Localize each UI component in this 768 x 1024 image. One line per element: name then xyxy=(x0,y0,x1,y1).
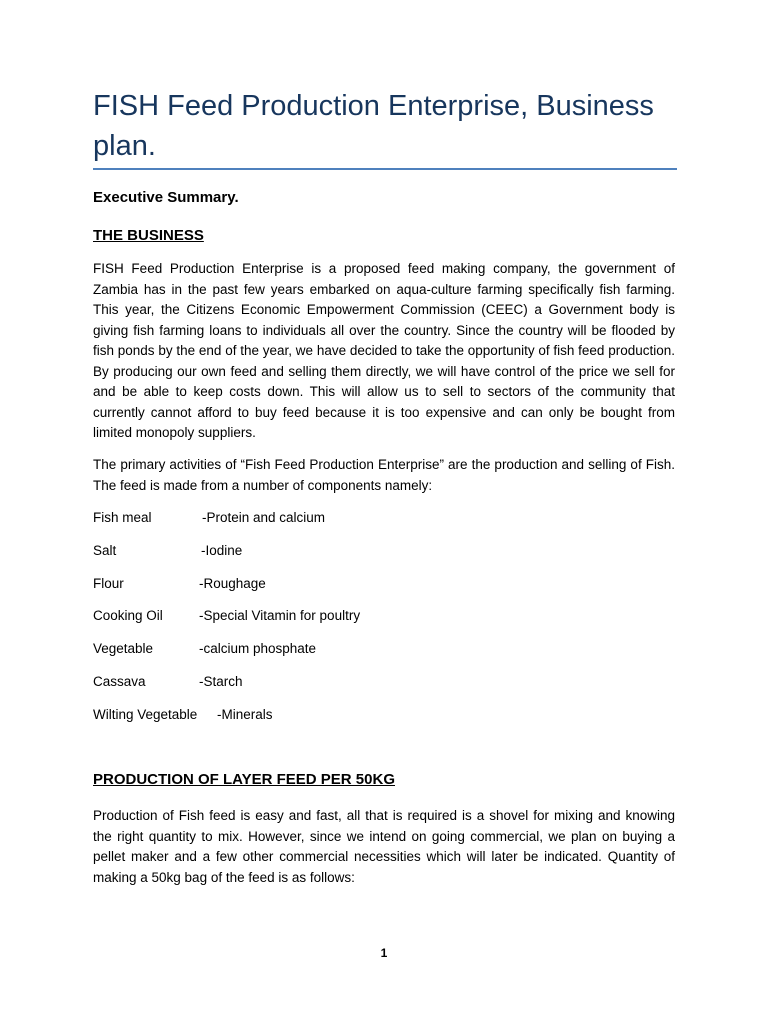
component-description: -Minerals xyxy=(217,707,273,722)
activities-paragraph: The primary activities of “Fish Feed Production Enterprise” are the production and selling of Fish. The feed is made from a number of components namely: xyxy=(93,457,675,493)
production-paragraph: Production of Fish feed is easy and fast, all that is required is a shovel for mixing and knowing the right quantity to mix. However, since we intend on going commercial, we plan on buying a pellet maker and a few other commercial necessities which will later be indicated. Quantity of making a 50kg bag of the feed is as follows: xyxy=(93,808,675,885)
list-item xyxy=(93,606,675,626)
component-name: Salt xyxy=(93,543,117,558)
production-heading: PRODUCTION OF LAYER FEED PER 50KG xyxy=(93,771,395,788)
component-name: Fish meal xyxy=(93,510,152,525)
component-description: -calcium phosphate xyxy=(199,641,317,656)
document-title: FISH Feed Production Enterprise, Business plan. xyxy=(93,90,654,162)
page-number: 1 xyxy=(380,946,388,960)
component-description: -Iodine xyxy=(201,543,243,558)
component-description: -Starch xyxy=(199,674,243,689)
component-name: Vegetable xyxy=(93,641,154,656)
list-item xyxy=(93,508,675,528)
list-item xyxy=(93,639,675,659)
component-description: -Special Vitamin for poultry xyxy=(199,608,361,623)
executive-summary-heading: Executive Summary. xyxy=(93,189,239,206)
component-name: Cassava xyxy=(93,674,146,689)
component-description: -Roughage xyxy=(199,576,266,591)
business-heading: THE BUSINESS xyxy=(93,227,204,244)
list-item xyxy=(93,574,675,594)
title-divider xyxy=(93,168,677,170)
list-item xyxy=(93,672,675,692)
component-description: -Protein and calcium xyxy=(202,510,326,525)
component-name: Cooking Oil xyxy=(93,608,163,623)
list-item xyxy=(93,541,675,561)
list-item xyxy=(93,705,675,725)
component-name: Wilting Vegetable xyxy=(93,707,198,722)
component-name: Flour xyxy=(93,576,124,591)
business-paragraph: FISH Feed Production Enterprise is a proposed feed making company, the government of Zambia has in the past few years embarked on aqua-culture farming specifically fish farming. This year, the Citizens Economic Empowerment Commission (CEEC) a Government body is giving fish farming loans to individuals all over the country. Since the country will be flooded by fish ponds by the end of the year, we have decided to take the opportunity of fish feed production. By producing our own feed and selling them directly, we will have control of the price we sell for and be able to keep costs down. This will allow us to sell to sectors of the community that currently cannot afford to buy feed because it is too expensive and can only be bought from limited monopoly suppliers. xyxy=(93,261,675,440)
